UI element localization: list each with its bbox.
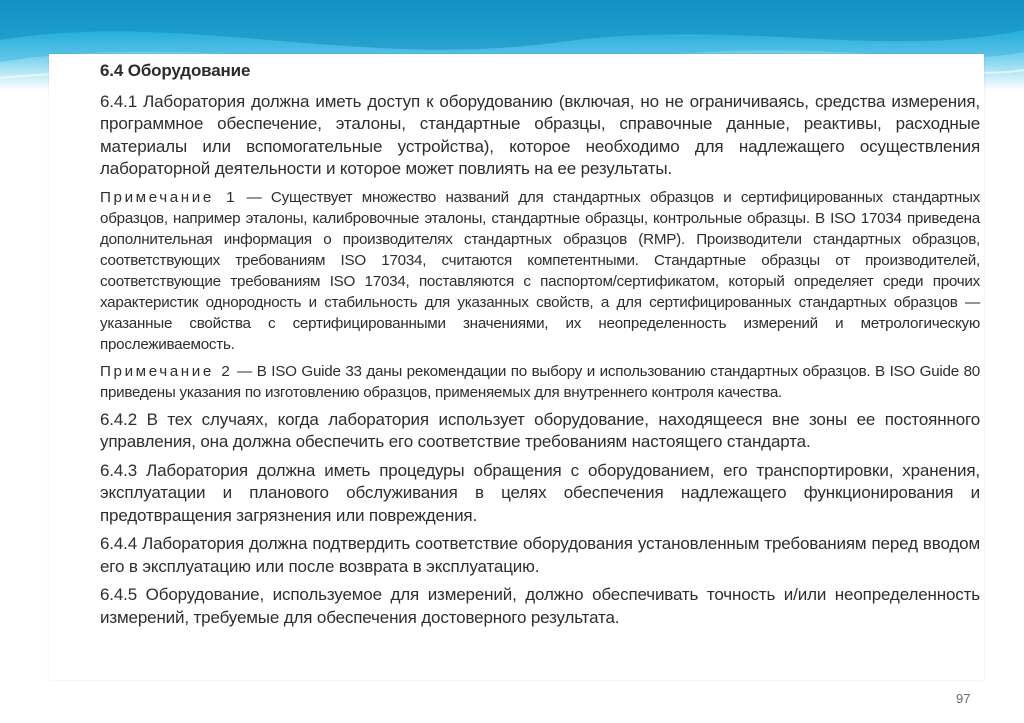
note-1-label: Примечание 1 xyxy=(100,188,238,206)
paragraph-6-4-2: 6.4.2 В тех случаях, когда лаборатория использует оборудование, находящееся вне зоны ее постоянного управления, она должна обеспечить его соответствие требованиям настоящего стандарта. xyxy=(100,409,980,451)
paragraph-6-4-4: 6.4.4 Лаборатория должна подтвердить соответствие оборудования установленным требованиям перед вводом его в эксплуатацию или после возврата в эксплуатацию. xyxy=(100,534,980,576)
note-2 xyxy=(100,361,980,403)
note-2-text: — В ISO Guide 33 даны рекомендации по выбору и использованию стандартных образцов. В ISO Guide 80 приведены указания по изготовлению образцов, применяемых для внутреннего контроля качества. xyxy=(100,362,980,401)
paragraph-6-4-3: 6.4.3 Лаборатория должна иметь процедуры обращения с оборудованием, его транспортировки, хранения, эксплуатации и планового обслуживания в целях обеспечения надлежащего функционирования и предотвращения загрязнения или повреждения. xyxy=(100,460,980,525)
section-heading: 6.4 Оборудование xyxy=(100,61,251,80)
note-1-text: — Существует множество названий для стандартных образцов и сертифицированных стандартных образцов, например эталоны, калибровочные эталоны, стандартные образцы, контрольные образцы. В ISO 17034 приведена дополнительная информация о производителях стандартных образцов (RMP). Производители стандартных образцов, соответствующих требованиям ISO 17034, считаются компетентными. Стандартные образцы от производителей, соответствующие требованиям ISO 17034, поставляются с паспортом/сертификатом, который определяет среди прочих характеристик однородность и стабильность для указанных свойств, а для сертифицированных стандартных образцов — указанные свойства с сертифицированными значениями, их неопределенность измерений и метрологическую прослеживаемость. xyxy=(100,188,980,353)
note-2-label: Примечание 2 xyxy=(100,362,233,380)
paragraph-6-4-5: 6.4.5 Оборудование, используемое для измерений, должно обеспечивать точность и/или неопределенность измерений, требуемые для обеспечения достоверного результата. xyxy=(100,585,980,627)
note-1 xyxy=(100,187,980,355)
document-body xyxy=(100,60,980,635)
paragraph-6-4-1: 6.4.1 Лаборатория должна иметь доступ к оборудованию (включая, но не ограничиваясь, средства измерения, программное обеспечение, эталоны, стандартные образцы, справочные данные, реактивы, расходные материалы или вспомогательные устройства), которое необходимо для надлежащего осуществления лабораторной деятельности и которое может повлиять на ее результаты. xyxy=(100,91,980,178)
page-number: 97 xyxy=(956,691,971,706)
